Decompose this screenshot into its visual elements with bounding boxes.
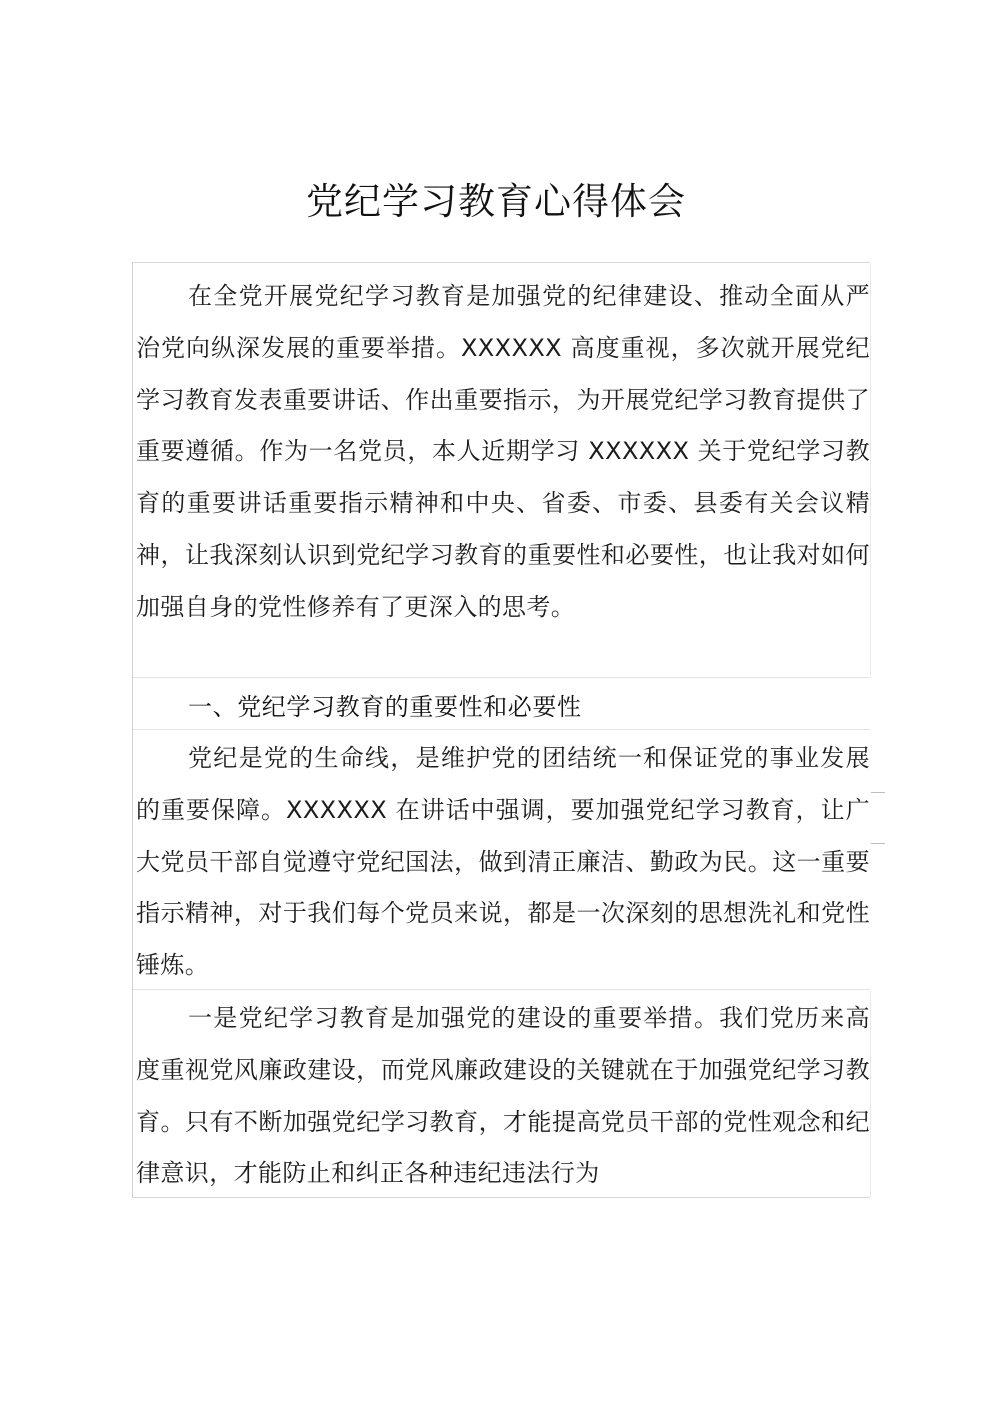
body-paragraph: 一是党纪学习教育是加强党的建设的重要举措。我们党历来高度重视党风廉政建设，而党风廉政建设的关键就在于加强党纪学习教育。只有不断加强党纪学习教育，才能提高党员干部的党性观念和纪律意识，才能防止和纠正各种违纪违法行为	[136, 1004, 870, 1188]
document-title: 党纪学习教育心得体会	[306, 180, 686, 223]
divider	[133, 677, 870, 678]
intro-paragraph: 在全党开展党纪学习教育是加强党的纪律建设、推动全面从严治党向纵深发展的重要举措。XXXXXX 高度重视，多次就开展党纪学习教育发表重要讲话、作出重要指示，为开展党纪学习教育提供了重要遵循。作为一名党员，本人近期学习 XXXXXX 关于党纪学习教育的重要讲话重要指示精神和中央、省委、市委、县委有关会议精神，让我深刻认识到党纪学习教育的重要性和必要性，也让我对如何加强自身的党性修养有了更深入的思考。	[136, 282, 870, 621]
divider	[133, 729, 870, 730]
divider	[133, 989, 870, 990]
document-body	[132, 262, 870, 1198]
right-border	[870, 991, 871, 1197]
bottom-border	[132, 1197, 870, 1198]
body-paragraph: 党纪是党的生命线，是维护党的团结统一和保证党的事业发展的重要保障。XXXXXX 在讲话中强调，要加强党纪学习教育，让广大党员干部自觉遵守党纪国法，做到清正廉洁、勤政为民。这一重要指示精神，对于我们每个党员来说，都是一次深刻的思想洗礼和党性锤炼。	[136, 744, 870, 980]
margin-mark	[871, 843, 885, 844]
right-border	[870, 263, 871, 675]
margin-mark	[871, 792, 885, 793]
section-heading: 一、党纪学习教育的重要性和必要性	[188, 693, 582, 721]
